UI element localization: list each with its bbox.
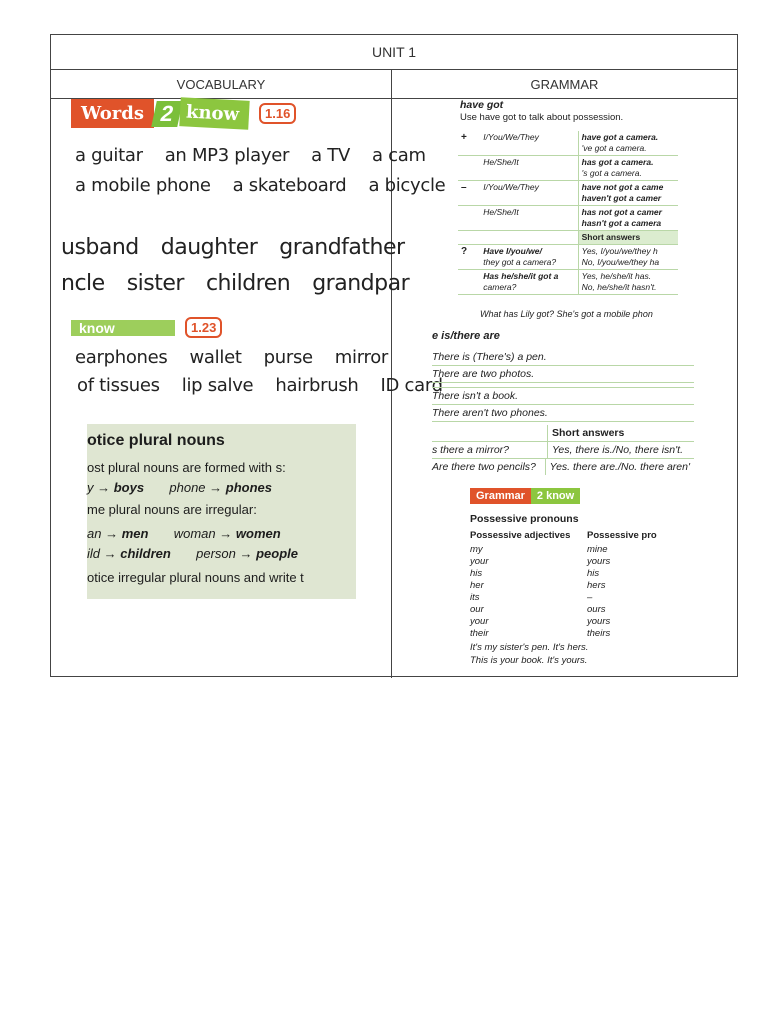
subject: I/You/We/They <box>480 181 578 206</box>
question-line-2: camera? <box>483 282 517 292</box>
singular: ild <box>87 546 101 561</box>
short-answers-label: Short answers <box>578 231 678 245</box>
subject: I/You/We/They <box>480 131 578 156</box>
plural-line-3: me plural nouns are irregular: <box>87 502 257 517</box>
answer: Yes, there is./No, there isn't. <box>547 442 687 458</box>
question-line-2: they got a camera? <box>483 257 557 267</box>
possessive-adjective: their <box>470 628 489 639</box>
form-full: has not got a camer <box>581 207 662 217</box>
answer <box>578 245 678 270</box>
word: lip salve <box>181 375 254 396</box>
singular: phone <box>169 480 206 495</box>
answer-yes: Yes, he/she/it has. <box>581 271 652 281</box>
singular: woman <box>173 526 216 541</box>
words-2-know-badge <box>71 99 296 128</box>
answer: Yes. there are./No. there aren' <box>545 459 694 475</box>
singular: an <box>87 526 102 541</box>
word: a TV <box>311 145 350 166</box>
word: ncle <box>61 271 105 296</box>
possessive-example-2: This is your book. It's yours. <box>470 655 588 666</box>
word: a mobile phone <box>75 175 211 196</box>
audio-track-number: 1.16 <box>259 103 296 124</box>
question-line-1: Have I/you/we/ <box>483 246 542 256</box>
word: grandpar <box>312 271 410 296</box>
question <box>480 270 578 295</box>
possessive-example-1: It's my sister's pen. It's hers. <box>470 642 589 653</box>
word: a skateboard <box>232 175 347 196</box>
badge2-know: know <box>71 320 175 336</box>
example-sentence: What has Lily got? She's got a mobile phon <box>480 309 653 319</box>
word: sister <box>126 271 184 296</box>
grammar-title: have got <box>460 99 504 111</box>
qa-row <box>432 442 694 459</box>
table-row <box>458 245 678 270</box>
there-line: There isn't a book. <box>432 387 694 405</box>
there-line: There aren't two phones. <box>432 405 694 422</box>
there-short-answers <box>432 425 694 475</box>
singular: person <box>196 546 236 561</box>
word: a cam <box>371 145 426 166</box>
form-full: have got a camera. <box>581 132 659 142</box>
grammar-2-know-badge <box>470 488 580 504</box>
word: daughter <box>160 235 258 260</box>
badge-2-know: 2 know <box>531 488 580 504</box>
plural-line-4: an → men woman → women <box>87 526 281 541</box>
word: hairbrush <box>275 375 359 396</box>
possessive-pronoun: mine <box>587 544 608 555</box>
audio-track-number-2: 1.23 <box>185 317 222 338</box>
word: a guitar <box>75 145 143 166</box>
possessive-adjective: his <box>470 568 483 579</box>
possessive-title: Possessive pronouns <box>470 513 579 525</box>
question: s there a mirror? <box>432 444 510 456</box>
vocabulary-cell <box>51 99 446 678</box>
symbol: – <box>458 181 480 206</box>
unit-title: UNIT 1 <box>51 35 737 70</box>
plural-line-2: y → boys phone → phones <box>87 480 272 495</box>
word: a bicycle <box>368 175 446 196</box>
form-short: 've got a camera. <box>581 143 647 153</box>
table-row <box>458 156 678 181</box>
word: ID card <box>380 375 443 396</box>
possessive-pronoun: – <box>587 592 593 603</box>
there-line: There is (There's) a pen. <box>432 349 694 366</box>
possessive-adjectives-header: Possessive adjectives <box>470 530 571 541</box>
word: earphones <box>75 347 168 368</box>
there-line: There are two photos. <box>432 366 694 383</box>
word: mirror <box>334 347 389 368</box>
plural-line-1: ost plural nouns are formed with s: <box>87 460 286 475</box>
short-answers-heading: Short answers <box>547 425 628 441</box>
column-headers <box>51 70 737 99</box>
grammar-intro: Use have got to talk about possession. <box>460 112 624 123</box>
vocabulary-header: VOCABULARY <box>51 70 392 98</box>
word: purse <box>263 347 313 368</box>
word: of tissues <box>77 375 160 396</box>
question-line-1: Has he/she/it got a <box>483 271 559 281</box>
table-row <box>458 181 678 206</box>
possessive-adjective: our <box>470 604 484 615</box>
plural: boys <box>113 480 145 495</box>
scan-crop <box>71 207 389 217</box>
plural-line-5: ild → children person → people <box>87 546 299 561</box>
plural: men <box>121 526 149 541</box>
possessive-adjective: its <box>470 592 480 603</box>
answer-no: No, he/she/it hasn't. <box>581 282 657 292</box>
plural: children <box>120 546 171 561</box>
plural: people <box>256 546 299 561</box>
form-full: has got a camera. <box>581 157 654 167</box>
possessive-pronoun: his <box>587 568 600 579</box>
symbol: + <box>458 131 480 156</box>
table-row <box>458 206 678 231</box>
form-short: 's got a camera. <box>581 168 642 178</box>
form-short: hasn't got a camera <box>581 218 662 228</box>
possessive-pronoun: ours <box>587 604 606 615</box>
word: usband <box>61 235 139 260</box>
possessive-pronoun: theirs <box>587 628 611 639</box>
symbol <box>458 206 480 231</box>
possessive-adjective: your <box>470 616 489 627</box>
table-row <box>458 270 678 295</box>
possessive-adjective: my <box>470 544 483 555</box>
answer-yes: Yes, I/you/we/they h <box>581 246 658 256</box>
there-is-examples <box>432 349 694 422</box>
symbol <box>458 156 480 181</box>
form <box>578 181 678 206</box>
question <box>480 245 578 270</box>
table-row <box>458 231 678 245</box>
vocab-line-3 <box>61 235 427 260</box>
possessive-pronoun: hers <box>587 580 606 591</box>
qa-row <box>432 459 694 475</box>
have-got-table <box>458 131 678 295</box>
question: Are there two pencils? <box>432 461 536 473</box>
vocab-line-5 <box>75 347 410 368</box>
plural: women <box>235 526 281 541</box>
badge-know: know <box>179 97 249 130</box>
word: children <box>205 271 291 296</box>
unit-table <box>50 34 738 677</box>
possessive-pronouns-header: Possessive pro <box>587 530 657 541</box>
form <box>578 156 678 181</box>
answer-no: No, I/you/we/they ha <box>581 257 660 267</box>
badge-two: 2 <box>151 101 183 127</box>
symbol <box>458 270 480 295</box>
grammar-header: GRAMMAR <box>530 76 599 92</box>
plural-nouns-box <box>87 424 356 599</box>
vocabulary-scan <box>61 99 446 336</box>
plural-line-6: otice irregular plural nouns and write t <box>87 570 304 585</box>
grammar-cell <box>392 99 737 678</box>
possessive-adjective: your <box>470 556 489 567</box>
badge-grammar: Grammar <box>470 488 531 504</box>
form-short: haven't got a camer <box>581 193 662 203</box>
possessive-pronoun: yours <box>587 616 611 627</box>
form-full: have not got a came <box>581 182 664 192</box>
plural-title: otice plural nouns <box>87 432 225 449</box>
badge-words: Words <box>71 99 154 128</box>
possessive-adjective: her <box>470 580 484 591</box>
table-row <box>458 131 678 156</box>
plural: phones <box>225 480 272 495</box>
words-2-know-badge-2 <box>71 317 222 338</box>
there-is-title: e is/there are <box>432 330 500 342</box>
vocab-line-4 <box>61 271 431 296</box>
subject: He/She/It <box>480 206 578 231</box>
form <box>578 206 678 231</box>
word: an MP3 player <box>164 145 290 166</box>
form <box>578 131 678 156</box>
answer <box>578 270 678 295</box>
content-row <box>51 99 737 678</box>
symbol: ? <box>458 245 480 270</box>
singular: y <box>87 480 94 495</box>
word: grandfather <box>279 235 405 260</box>
subject: He/She/It <box>480 156 578 181</box>
possessive-pronoun: yours <box>587 556 611 567</box>
word: wallet <box>189 347 242 368</box>
